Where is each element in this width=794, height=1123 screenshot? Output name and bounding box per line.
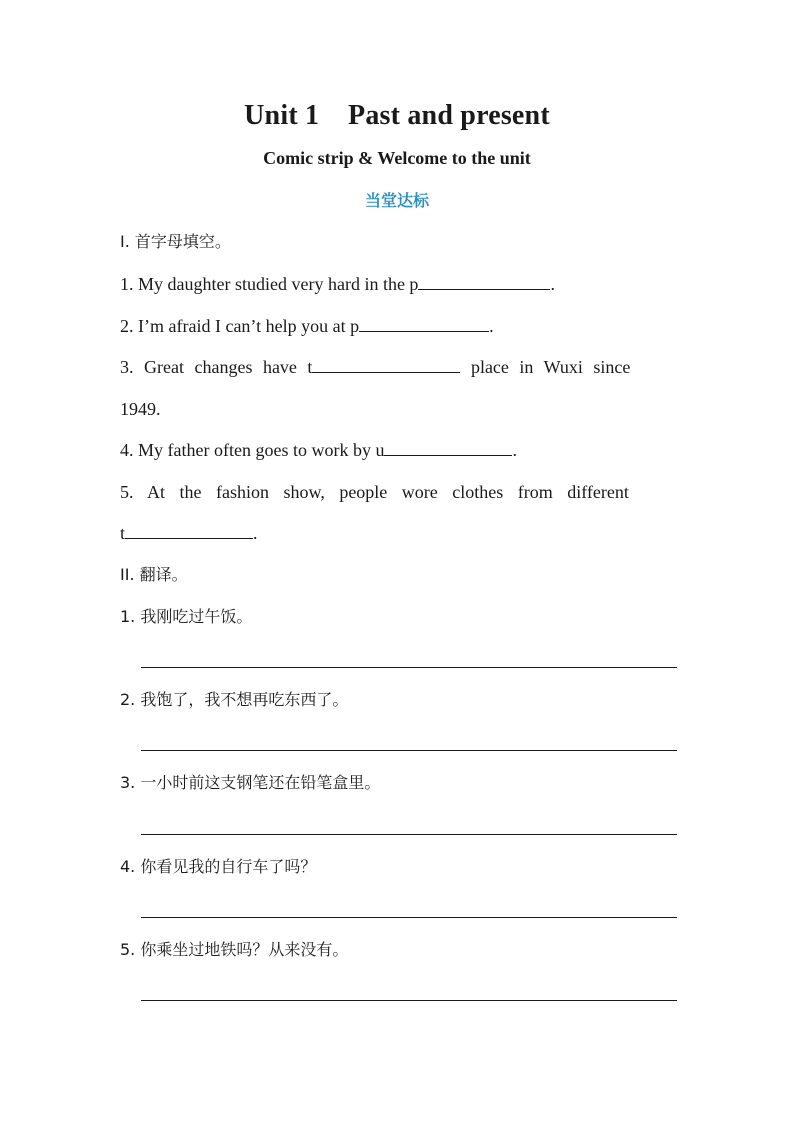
part1-question-5-cont	[120, 521, 673, 545]
part1-question-4	[120, 438, 673, 462]
page-subtitle: Comic strip & Welcome to the unit	[263, 148, 531, 168]
q1-text: 1. My daughter studied very hard in the p	[120, 274, 419, 294]
q1-blank[interactable]	[418, 273, 550, 290]
q3-text: 3. Great changes have t	[120, 357, 313, 377]
part2-heading: II. 翻译。	[120, 565, 188, 584]
translation-item-5: 5. 你乘坐过地铁吗？从来没有。	[120, 940, 349, 959]
answer-line-5[interactable]	[141, 1000, 677, 1001]
page-title: Unit 1 Past and present	[244, 100, 550, 131]
answer-line-3[interactable]	[141, 834, 677, 835]
translation-item-3: 3. 一小时前这支钢笔还在铅笔盒里。	[120, 773, 381, 792]
section-tag: 当堂达标	[364, 191, 429, 210]
q1-end: .	[550, 274, 555, 294]
q2-end: .	[489, 316, 494, 336]
part1-question-1	[120, 272, 673, 296]
q4-blank[interactable]	[384, 439, 512, 456]
q4-end: .	[512, 440, 517, 460]
translation-item-2: 2. 我饱了，我不想再吃东西了。	[120, 690, 349, 709]
q5-end: .	[253, 523, 258, 543]
q5-text: t	[120, 523, 126, 543]
part1-question-2	[120, 314, 673, 338]
part1-question-3	[120, 355, 673, 379]
translation-item-1: 1. 我刚吃过午饭。	[120, 607, 253, 626]
answer-line-2[interactable]	[141, 750, 677, 751]
answer-line-4[interactable]	[141, 917, 677, 918]
q4-text: 4. My father often goes to work by u	[120, 440, 385, 460]
answer-line-1[interactable]	[141, 667, 677, 668]
q2-text: 2. I’m afraid I can’t help you at p	[120, 316, 360, 336]
part1-heading: I. 首字母填空。	[120, 232, 231, 251]
q5-blank[interactable]	[125, 522, 253, 539]
translation-item-4: 4. 你看见我的自行车了吗？	[120, 857, 317, 876]
part1-question-5: 5. At the fashion show, people wore clothes from different	[120, 482, 629, 502]
q3-end: place in Wuxi since	[460, 357, 631, 377]
q3-blank[interactable]	[312, 356, 460, 373]
q2-blank[interactable]	[359, 315, 489, 332]
part1-question-3-cont: 1949.	[120, 399, 161, 419]
